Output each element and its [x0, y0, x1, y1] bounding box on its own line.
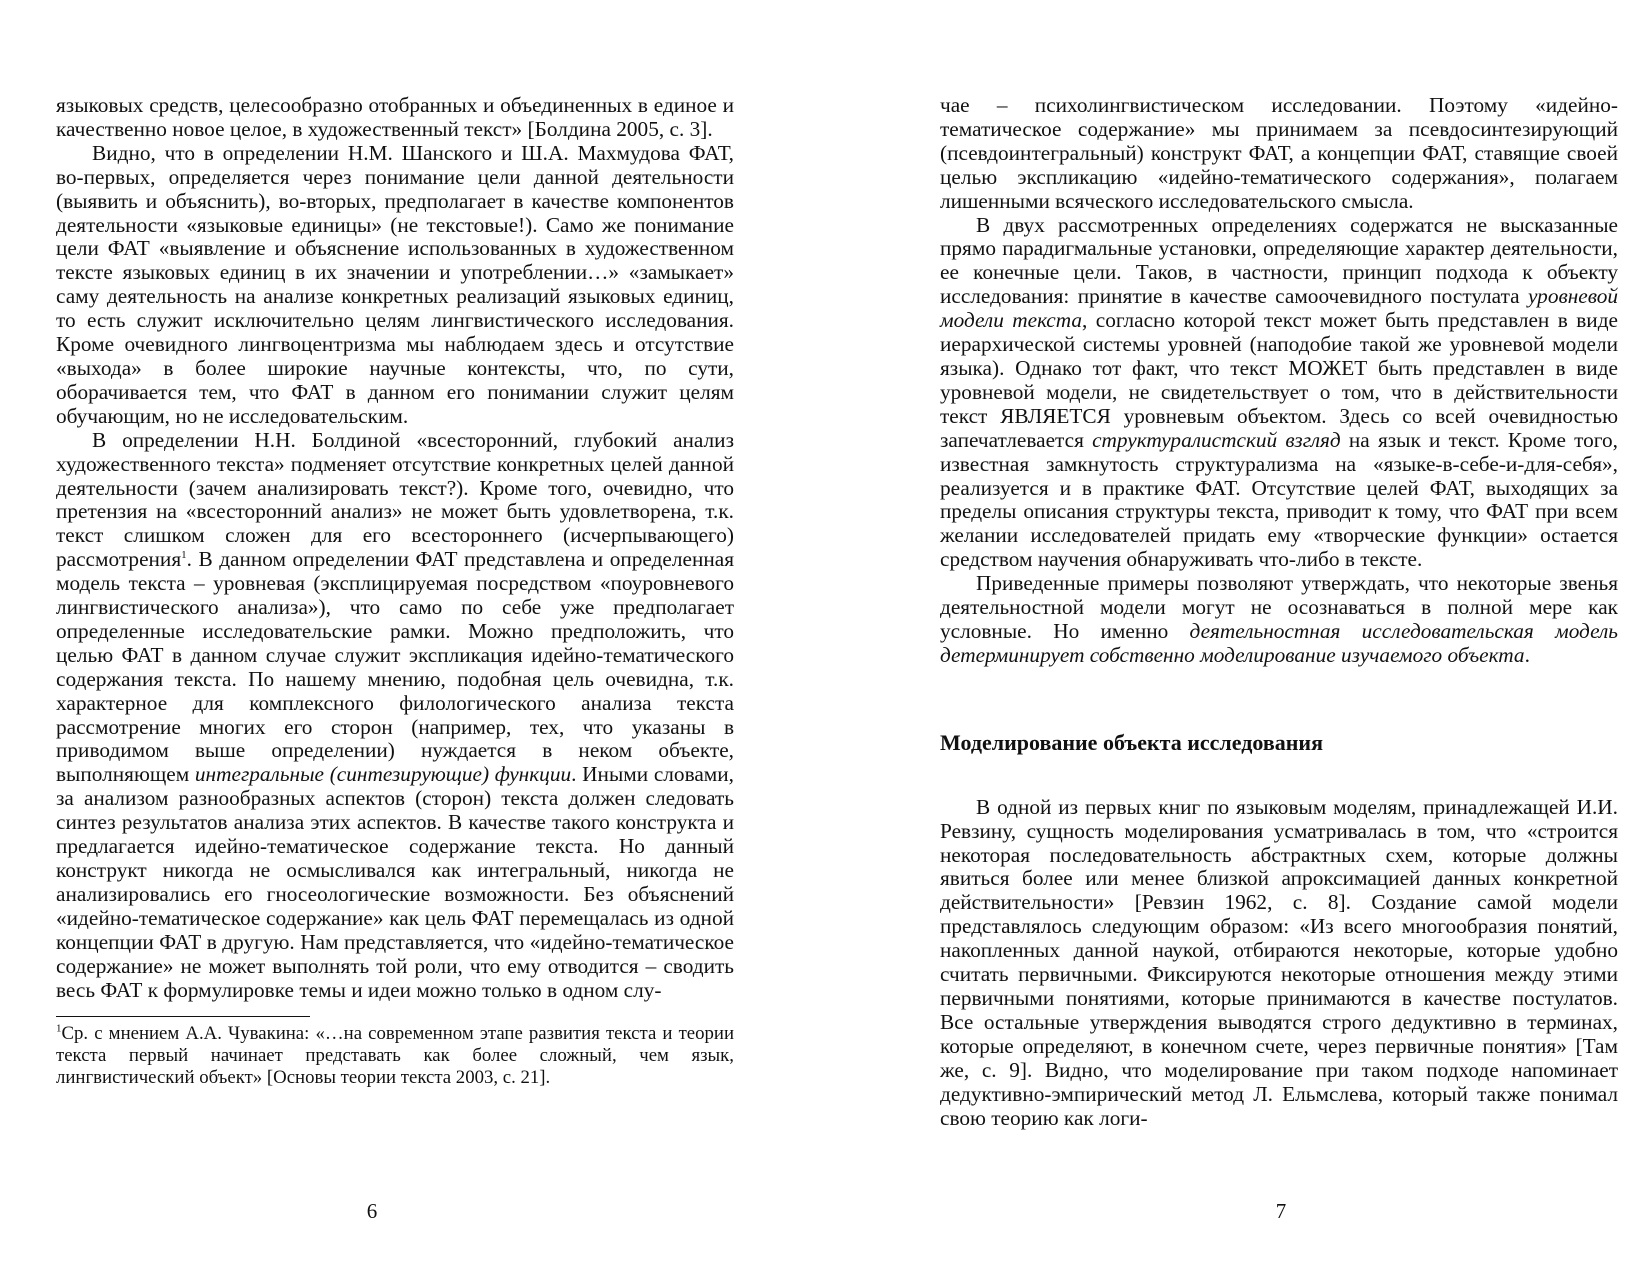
right-paragraph-1: чае – психолингвистическом исследовании. Поэтому «идейно-тематическое содержание» мы принимаем за псевдосинтезирующий (псевдоинтегральный) конструкт ФАТ, а концепции ФАТ, ставящие своей целью экспликацию «идейно-тематического содержания», полагаем лишенными всяческого исследовательского смысла. [940, 93, 1618, 213]
left-paragraph-3 [56, 429, 734, 1003]
right-p2-italic-2: структуралистский взгляд [1092, 427, 1341, 452]
right-p2-italic-1: уровневой модели текста [940, 284, 1618, 333]
right-p3-text-a: Приведенные примеры позволяют утверждать, что некоторые звенья деятельностной модели могут не осознаваться в полной мере как условные. Но именно [940, 571, 1618, 643]
page-number-left: 6 [366, 1199, 378, 1223]
left-paragraph-2: Видно, что в определении Н.М. Шанского и Ш.А. Махмудова ФАТ, во-первых, определяется через понимание цели данной деятельности (выявить и объяснить), во-вторых, предполагает в качестве компонентов деятельности «языковые единицы» (не текстовые!). Само же понимание цели ФАТ «выявление и объяснение использованных в художественном тексте языковых единиц в их значении и употреблении…» «замыкает» саму деятельность на анализе конкретных реализаций языковых единиц, то есть служит исключительно целям лингвистического исследования. Кроме очевидного лингвоцентризма мы наблюдаем здесь и отсутствие «выхода» в более широкие научные контексты, что, по сути, оборачивается тем, что ФАТ в данном его понимании служит целям обучающим, но не исследовательским. [56, 140, 734, 428]
right-p3-italic: деятельностная исследовательская модель детерминирует собственно моделирование изучаемого объекта [940, 618, 1618, 667]
right-p2-text-c: на язык и текст. Кроме того, известная замкнутость структурализма на «языке-в-себе-и-для-себя», реализуется и в практике ФАТ. Отсутствие целей ФАТ, выходящих за пределы описания структуры текста, приводит к тому, что ФАТ при всем желании исследователей придать ему «творческие функции» остается средством научения обнаруживать что-либо в тексте. [940, 427, 1618, 572]
left-p3-text-a: В определении Н.Н. Болдиной «всесторонний, глубокий анализ художественного текста» подменяет отсутствие конкретных целей данной деятельности (зачем анализировать текст?). Кроме того, очевидно, что претензия на «всесторонний анализ» не может быть удовлетворена, т.к. текст слишком сложен для его всестороннего (исчерпывающего) рассмотрения [56, 427, 734, 572]
right-p3-text-b: . [1524, 642, 1530, 667]
right-p2-text-a: В двух рассмотренных определениях содержатся не высказанные прямо парадигмальные установки, определяющие характер деятельности, ее конечные цели. Таков, в частности, принцип подхода к объекту исследования: принятие в качестве самоочевидного постулата [940, 212, 1618, 309]
footnote [56, 1023, 734, 1088]
right-p2-text-b: , согласно которой текст может быть представлен в виде иерархической системы уровней (наподобие такой же уровневой модели языка). Однако тот факт, что текст МОЖЕТ быть представлен в виде уровневой модели, не свидетельствует о том, что в действительности текст ЯВЛЯЕТСЯ уровневым объектом. Здесь со всей очевидностью запечатлевается [940, 308, 1618, 452]
left-p3-italic: интегральные (синтезирующие) функции [194, 762, 572, 787]
left-p3-text-b: . В данном определении ФАТ представлена и определенная модель текста – уровневая (эксплицируемая посредством «поуровневого лингвистического анализа»), что само по себе уже предполагает определенные исследовательские рамки. Можно предположить, что целью ФАТ в данном случае служит экспликация идейно-тематического содержания текста. По нашему мнению, подобная цель очевидна, т.к. характерное для комплексного филологического анализа текста рассмотрение многих его сторон (например, тех, что указаны в приводимом выше определении) нуждается в неком объекте, выполняющем [56, 547, 734, 787]
left-page [56, 94, 734, 1088]
footnote-text: Ср. с мнением А.А. Чувакина: «…на современном этапе развития текста и теории текста первый начинает представать как более сложный, чем язык, лингвистический объект» [Основы теории текста 2003, с. 21]. [56, 1023, 734, 1088]
page-number-right: 7 [1275, 1199, 1287, 1223]
footnote-divider [56, 1016, 310, 1017]
footnote-marker: 1 [56, 1023, 62, 1036]
section-heading: Моделирование объекта исследования [940, 729, 1323, 755]
right-paragraph-4: В одной из первых книг по языковым моделям, принадлежащей И.И. Ревзину, сущность моделирования усматривалась в том, что «строится некоторая последовательность абстрактных схем, которые должны явиться более или менее близкой апроксимацией данных конкретной действительности» [Ревзин 1962, с. 8]. Создание самой модели представлялось следующим образом: «Из всего многообразия понятий, накопленных данной наукой, отбираются некоторые, которые удобно считать первичными. Фиксируются некоторые отношения между этими первичными понятиями, которые принимаются в качестве постулатов. Все остальные утверждения выводятся строго дедуктивно в терминах, которые определяют, в конечном счете, через первичные понятия» [Там же, с. 9]. Видно, что моделирование при таком подходе напоминает дедуктивно-эмпирический метод Л. Ельмслева, который также понимал свою теорию как логи- [940, 794, 1618, 1130]
right-page [940, 94, 1618, 1130]
left-paragraph-1: языковых средств, целесообразно отобранных и объединенных в единое и качественно новое целое, в художественный текст» [Болдина 2005, с. 3]. [56, 93, 734, 141]
left-p3-text-c: . Иными словами, за анализом разнообразных аспектов (сторон) текста должен следовать синтез результатов анализа этих аспектов. В качестве такого конструкта и предлагается идейно-тематическое содержание текста. Но данный конструкт никогда не осмысливался как интегральный, никогда не анализировались его гносеологические возможности. Без объяснений «идейно-тематическое содержание» как цель ФАТ перемещалась из одной концепции ФАТ в другую. Нам представляется, что «идейно-тематическое содержание» не может выполнять той роли, что ему отводится – сводить весь ФАТ к формулировке темы и идеи можно только в одном слу- [56, 762, 734, 1002]
right-paragraph-2 [940, 214, 1618, 573]
right-paragraph-3 [940, 572, 1618, 668]
footnote-ref[interactable]: 1 [181, 549, 187, 562]
